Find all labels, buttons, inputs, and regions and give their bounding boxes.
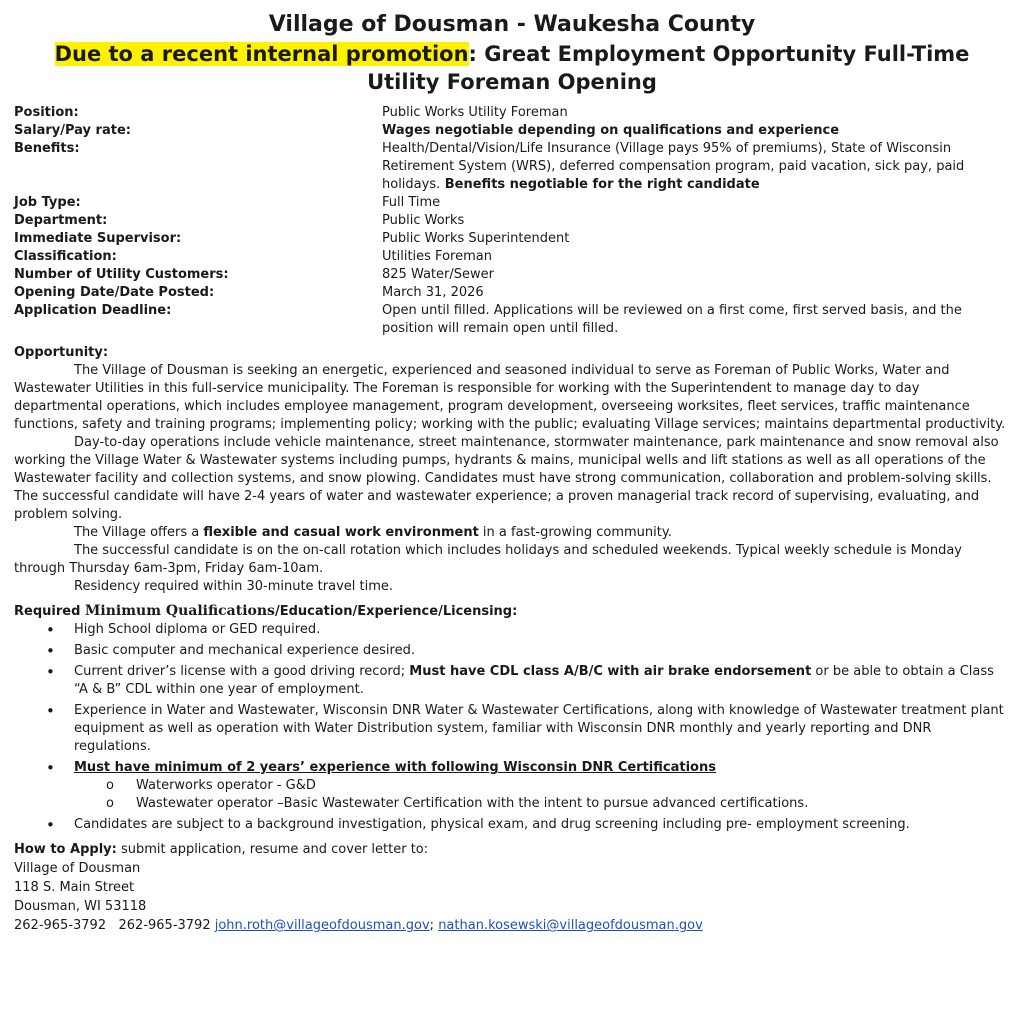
subtitle-rest: : Great Employment Opportunity Full-Time: [468, 42, 970, 66]
text: or be able to obtain a Class “A & B” CDL within one year of employment.: [74, 664, 994, 697]
address-line: 118 S. Main Street: [14, 880, 135, 895]
field-label: Immediate Supervisor:: [14, 231, 182, 246]
apply-section: [14, 840, 1010, 935]
field-value: [382, 140, 1008, 194]
field-label: Department:: [14, 213, 108, 228]
text: Required: [14, 604, 85, 619]
job-details: [14, 104, 1010, 338]
highlighted-text: Due to a recent internal promotion: [54, 42, 469, 66]
field-label: Job Type:: [14, 195, 81, 210]
list-item: [74, 663, 1010, 699]
phone-number: 262-965-3792: [118, 918, 211, 933]
sub-list: [74, 777, 1010, 813]
subtitle-line-2: Utility Foreman Opening: [367, 70, 657, 94]
paragraph: Day-to-day operations include vehicle maintenance, street maintenance, stormwater maintenance, park maintenance and snow removal also working the Village Water & Wastewater systems including pumps, hydrants & mains, municipal wells and lift stations as well as all operations of the Wastewater facility and collection systems, and snow plowing. Candidates must have strong communication, collaboration and problem-solving skills. The successful candidate will have 2-4 years of water and wastewater experience; a proven managerial track record of supervising, evaluating, and problem solving.: [14, 435, 999, 522]
field-label: Benefits:: [14, 141, 80, 156]
text: submit application, resume and cover letter to:: [116, 842, 429, 857]
paragraph: The successful candidate is on the on-call rotation which includes holidays and scheduled weekends. Typical weekly schedule is Monday through Thursday 6am-3pm, Friday 6am-10am.: [14, 543, 963, 576]
sub-list-item: o Waterworks operator - G&D: [136, 777, 1010, 795]
text: /Education/Experience/Licensing:: [274, 604, 518, 619]
text: The Village offers a: [74, 525, 204, 540]
field-label: Number of Utility Customers:: [14, 267, 229, 282]
page-title: Village of Dousman - Waukesha County: [268, 12, 756, 37]
qualifications-section: [14, 602, 1010, 834]
field-label: Opening Date/Date Posted:: [14, 285, 215, 300]
separator: ;: [429, 918, 435, 933]
section-heading: [14, 602, 1010, 621]
benefits-bold: Benefits negotiable for the right candidate: [440, 177, 760, 192]
field-value: Wages negotiable depending on qualifications and experience: [382, 123, 840, 138]
text: Minimum Qualifications: [84, 603, 275, 619]
field-value: 825 Water/Sewer: [382, 267, 494, 282]
text: in a fast-growing community.: [478, 525, 672, 540]
field-label: Salary/Pay rate:: [14, 123, 131, 138]
field-job-type: [14, 194, 1010, 212]
underlined-text: Must have minimum of 2 years’ experience with following Wisconsin DNR Certifications: [74, 760, 716, 775]
field-opening-date: [14, 284, 1010, 302]
field-value: Open until filled. Applications will be reviewed on a first come, first served basis, and the position will remain open until filled.: [382, 303, 962, 336]
email-link[interactable]: john.roth@villageofdousman.gov: [214, 918, 430, 933]
field-value: Utilities Foreman: [382, 249, 492, 264]
field-salary: [14, 122, 1010, 140]
field-position: [14, 104, 1010, 122]
field-label: Application Deadline:: [14, 303, 172, 318]
field-benefits: [14, 140, 1010, 194]
field-value: Public Works: [382, 213, 465, 228]
list-item: • Candidates are subject to a background investigation, physical exam, and drug screening including pre- employment screening.: [74, 816, 1010, 834]
qualifications-list: [14, 621, 1010, 834]
list-item: [74, 759, 1010, 813]
phone-number: 262-965-3792: [14, 918, 107, 933]
field-value: Full Time: [382, 195, 441, 210]
section-heading: How to Apply:: [14, 842, 117, 857]
address-line: Dousman, WI 53118: [14, 899, 147, 914]
apply-intro: [14, 840, 1010, 859]
opportunity-section: [14, 344, 1010, 596]
field-department: [14, 212, 1010, 230]
field-classification: [14, 248, 1010, 266]
address-line: Village of Dousman: [14, 861, 141, 876]
text: Current driver’s license with a good driving record;: [74, 664, 410, 679]
subtitle: [14, 40, 1010, 68]
paragraph: The Village of Dousman is seeking an energetic, experienced and seasoned individual to serve as Foreman of Public Works, Water and Wastewater Utilities in this full-service municipality. The Foreman is responsible for working with the Superintendent to manage day to day departmental operations, which includes employee management, program development, overseeing worksites, fleet services, traffic maintenance functions, safety and training programs; implementing policy; working with the public; evaluating Village services; maintains departmental productivity.: [14, 363, 1006, 432]
benefits-text: Health/Dental/Vision/Life Insurance (Village pays 95% of premiums), State of Wisconsin Retirement System (WRS), deferred compensation program, paid vacation, sick pay, paid holidays.: [382, 141, 965, 192]
field-value: Public Works Utility Foreman: [382, 105, 568, 120]
sub-list-item: o Wastewater operator –Basic Wastewater Certification with the intent to pursue advanced certifications.: [136, 795, 1010, 813]
list-item: • High School diploma or GED required.: [74, 621, 1010, 639]
list-item: • Experience in Water and Wastewater, Wisconsin DNR Water & Wastewater Certifications, along with knowledge of Wastewater treatment plant equipment as well as operation with Water Distribution system, familiar with Wisconsin DNR monthly and yearly reporting and DNR regulations.: [74, 702, 1010, 756]
paragraph: [14, 524, 1010, 542]
field-value: March 31, 2026: [382, 285, 484, 300]
contact-line: [14, 916, 1010, 935]
field-value: Public Works Superintendent: [382, 231, 570, 246]
email-link[interactable]: nathan.kosewski@villageofdousman.gov: [438, 918, 703, 933]
field-label: Classification:: [14, 249, 117, 264]
paragraph: Residency required within 30-minute travel time.: [74, 579, 394, 594]
field-deadline: [14, 302, 1010, 338]
bold-text: flexible and casual work environment: [203, 525, 479, 540]
field-label: Position:: [14, 105, 79, 120]
section-heading: Opportunity:: [14, 345, 109, 360]
field-customers: [14, 266, 1010, 284]
bold-text: Must have CDL class A/B/C with air brake endorsement: [409, 664, 812, 679]
list-item: • Basic computer and mechanical experience desired.: [74, 642, 1010, 660]
field-supervisor: [14, 230, 1010, 248]
